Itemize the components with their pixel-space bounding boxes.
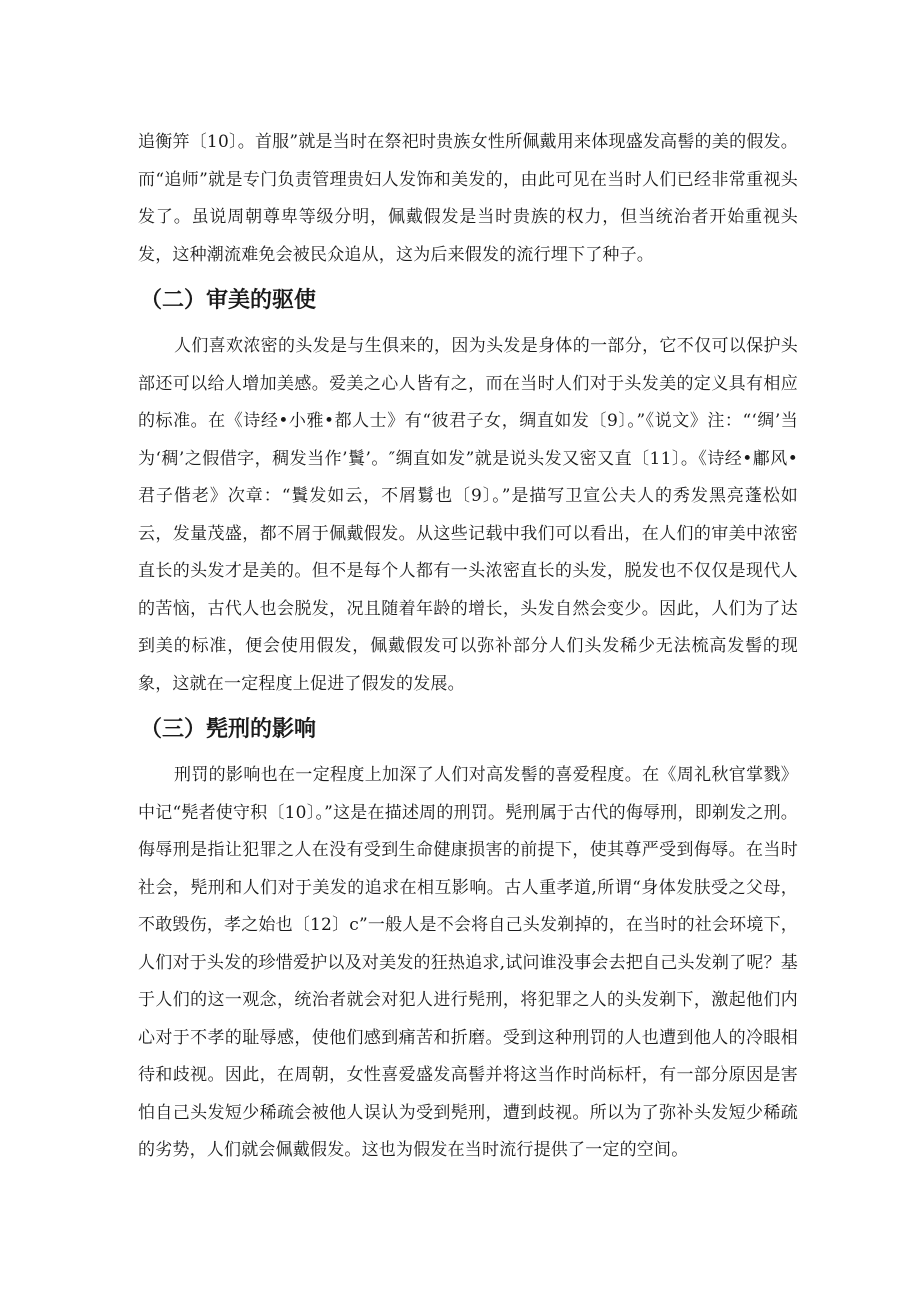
document-body bbox=[138, 124, 798, 1170]
paragraph-aesthetics: 人们喜欢浓密的头发是与生俱来的，因为头发是身体的一部分，它不仅可以保护头部还可以给人增加美感。爱美之心人皆有之，而在当时人们对于头发美的定义具有相应的标准。在《诗经•小雅•都人士》有“彼君子女，绸直如发〔9〕。”《说文》注：“‘绸’当为‘稠’之假借字，稠发当作’鬒’。″绸直如发”就是说头发又密又直〔11〕。《诗经•鄘风•君子偕老》次章：“鬒发如云，不屑鬄也〔9〕。”是描写卫宣公夫人的秀发黑亮蓬松如云，发量茂盛，都不屑于佩戴假发。从这些记载中我们可以看出，在人们的审美中浓密直长的头发才是美的。但不是每个人都有一头浓密直长的头发，脱发也不仅仅是现代人的苦恼，古代人也会脱发，况且随着年龄的增长，头发自然会变少。因此，人们为了达到美的标准，便会使用假发，佩戴假发可以弥补部分人们头发稀少无法梳高发髻的现象，这就在一定程度上促进了假发的发展。 bbox=[138, 336, 798, 694]
section-heading-aesthetics: （二）审美的驱使 bbox=[140, 288, 317, 313]
paragraph-punishment: 刑罚的影响也在一定程度上加深了人们对高发髻的喜爱程度。在《周礼秋官掌戮》中记“髡者使守积〔10〕。”这是在描述周的刑罚。髡刑属于古代的侮辱刑，即剃发之刑。侮辱刑是指让犯罪之人在没有受到生命健康损害的前提下，使其尊严受到侮辱。在当时社会，髡刑和人们对于美发的追求在相互影响。古人重孝道,所谓“身体发肤受之父母，不敢毁伤，孝之始也〔12〕c”一般人是不会将自己头发剃掉的，在当时的社会环境下，人们对于头发的珍惜爱护以及对美发的狂热追求,试问谁没事会去把自己头发剃了呢？基于人们的这一观念，统治者就会对犯人进行髡刑，将犯罪之人的头发剃下，激起他们内心对于不孝的耻辱感，使他们感到痛苦和折磨。受到这种刑罚的人也遭到他人的冷眼相待和歧视。因此，在周朝，女性喜爱盛发高髻并将这当作时尚标杆，有一部分原因是害怕自己头发短少稀疏会被他人误认为受到髡刑，遭到歧视。所以为了弥补头发短少稀疏的劣势，人们就会佩戴假发。这也为假发在当时流行提供了一定的空间。 bbox=[138, 765, 798, 1160]
section-heading-punishment: （三）髡刑的影响 bbox=[140, 717, 317, 742]
paragraph-intro: 追衡笄〔10〕。首服”就是当时在祭祀时贵族女性所佩戴用来体现盛发高髻的美的假发。而“追师”就是专门负责管理贵妇人发饰和美发的，由此可见在当时人们已经非常重视头发了。虽说周朝尊卑等级分明，佩戴假发是当时贵族的权力，但当统治者开始重视头发，这种潮流难免会被民众追从，这为后来假发的流行埋下了种子。 bbox=[138, 132, 798, 265]
